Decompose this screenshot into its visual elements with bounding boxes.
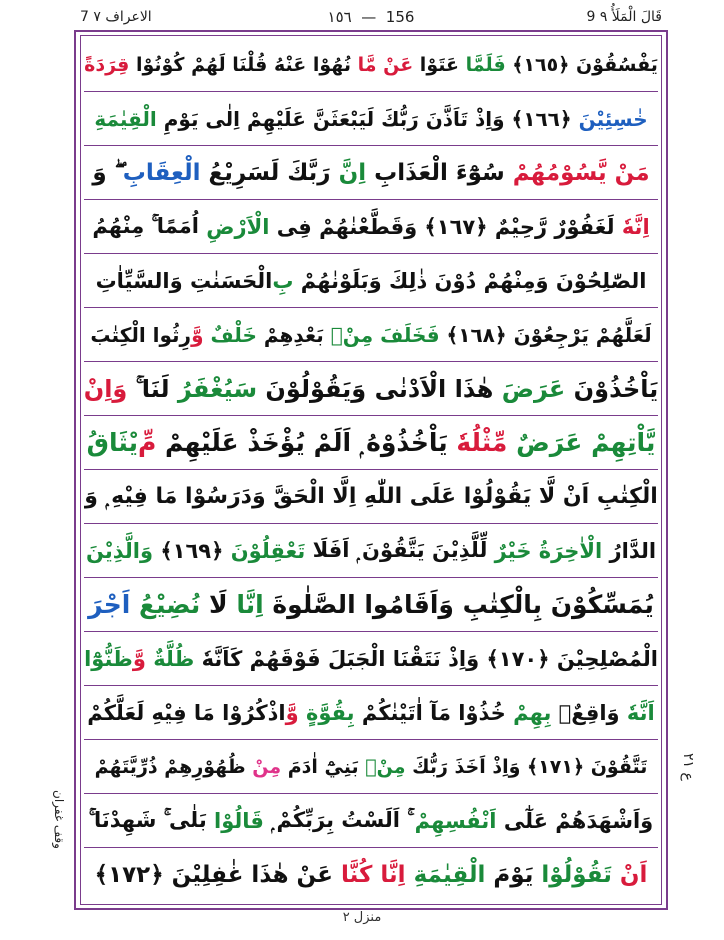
text-segment: ظُهُوْرِهِمْ xyxy=(157,755,246,778)
text-segment: عَرَضَ xyxy=(493,374,566,403)
text-segment: وَقَطَّعْنٰهُمْ فِى xyxy=(269,214,418,239)
text-segment: شَهِدْنَا ۚ xyxy=(88,808,157,832)
text-segment: رِثُوا الْكِتٰبَ xyxy=(90,322,192,347)
text-segment: مِنْۢ xyxy=(323,322,374,347)
text-segment: ظَنُّوْٓا xyxy=(84,646,133,671)
verse-line xyxy=(84,632,658,686)
verse-line xyxy=(84,254,658,308)
text-segment: ﴿١٦٩﴾ xyxy=(153,538,224,563)
text-segment: ﴿١٦٧﴾ xyxy=(417,214,488,239)
page-number-latin: 156 xyxy=(385,8,415,26)
text-segment: كُنَّا xyxy=(332,862,373,888)
text-segment: اِنَّا xyxy=(372,862,406,888)
text-segment: وَاِذْ تَاَذَّنَ رَبُّكَ لَيَبْعَثَنَّ xyxy=(305,106,505,131)
text-segment: الْقِيٰمَةِ xyxy=(94,106,157,131)
text-segment: اَجْرَ xyxy=(88,590,131,619)
verse-line xyxy=(84,470,658,524)
text-segment: خَلْفٌ xyxy=(203,322,257,347)
text-segment: نُضِيْعُ xyxy=(130,590,201,619)
text-segment: ذُرِّيَّتَهُمْ xyxy=(94,755,158,778)
text-segment: الْمُصْلِحِيْنَ xyxy=(549,646,658,671)
text-segment: بِالْكِتٰبِ xyxy=(453,590,543,619)
text-segment: قِرَدَةً xyxy=(84,53,130,76)
text-segment: عَتَوْا xyxy=(413,53,459,76)
text-segment: ﴿١٧١﴾ xyxy=(520,755,585,778)
verse-line xyxy=(84,524,658,578)
text-segment: تَقُوْلُوْا xyxy=(533,862,612,888)
text-segment: اَنَّهٗ xyxy=(619,700,655,725)
text-segment: خُذُوْا مَآ اٰتَيْنٰكُمْ xyxy=(354,700,506,725)
text-segment: يَوْمَ xyxy=(485,862,534,888)
text-segment: مَنْ يَّسُوْمُهُمْ xyxy=(504,159,650,186)
text-segment: الصّٰلِحُوْنَ وَمِنْهُمْ دُوْنَ ذٰلِكَ xyxy=(381,268,647,293)
text-segment: مِّثْلُهٗ xyxy=(447,428,508,457)
text-segment: لِّلَّذِيْنَ يَتَّقُوْنَ ۭ اَفَلَا xyxy=(305,538,488,562)
text-segment: ۚ اَلَسْتُ بِرَبِّكُمْ ۭ xyxy=(263,808,408,832)
text-segment: الْاٰخِرَةُ xyxy=(531,538,603,563)
text-segment: تَعْقِلُوْنَ xyxy=(223,538,306,563)
verse-line xyxy=(84,308,658,362)
text-segment: يَاْخُذُوْهُ ۭ اَلَمْ يُؤْخَذْ xyxy=(238,427,448,457)
text-segment: خٰسِئِيْنَ xyxy=(571,106,648,131)
margin-note: وقف غفران xyxy=(52,790,66,849)
text-segment: يَاْخُذُوْنَ xyxy=(565,374,658,403)
text-segment: يَّاْتِهِمْ xyxy=(582,428,656,457)
text-segment: خَيْرٌ xyxy=(487,538,532,563)
text-segment: مِنْۢ xyxy=(358,755,406,778)
text-segment: ﴿١٦٥﴾ xyxy=(505,53,570,76)
text-segment: ظُلَّةٌ xyxy=(145,646,195,671)
quran-text-block xyxy=(84,38,658,902)
text-segment: اِنَّ xyxy=(330,159,367,186)
text-segment: عَنْ هٰذَا xyxy=(243,862,333,888)
text-segment: الْعِقَابِ xyxy=(114,159,201,186)
text-segment: ۖ وَ xyxy=(92,159,115,186)
verse-line xyxy=(84,578,658,632)
page-number-arabic: ١٥٦ xyxy=(327,8,352,26)
text-segment: وَّ xyxy=(191,322,204,347)
text-segment: بَعْدِهِمْ xyxy=(256,322,324,347)
verse-line xyxy=(84,848,658,902)
text-segment: بَنِيْٓ اٰدَمَ xyxy=(281,755,359,778)
text-segment: وَاقِعٌۢ xyxy=(551,700,620,725)
juz-label: 7 الاعراف ٧ xyxy=(80,9,152,25)
text-segment: مِنْ xyxy=(245,755,282,778)
verse-line xyxy=(84,200,658,254)
text-segment: الْاَرْضِ xyxy=(198,214,270,239)
manzil-footer: منزل ٢ xyxy=(342,910,382,925)
text-segment: وَبَلَوْنٰهُمْ xyxy=(293,268,382,293)
text-segment: بِقُوَّةٍ xyxy=(298,700,355,725)
verse-line xyxy=(84,92,658,146)
text-segment: عَرَضٌ xyxy=(507,428,583,457)
text-segment: لَغَفُوْرٌ رَّحِيْمٌ xyxy=(487,214,615,239)
surah-label: 9 قَالَ الْمَلَأُ ٩ xyxy=(586,9,662,25)
text-segment: سَيُغْفَرُ xyxy=(169,374,258,403)
text-segment: نُهُوْا عَنْهُ xyxy=(267,53,351,76)
text-segment: قُلْنَا لَهُمْ كُوْنُوْا xyxy=(129,53,268,76)
verse-line xyxy=(84,740,658,794)
text-segment: اِنَّهٗ xyxy=(614,214,650,239)
verse-line xyxy=(84,362,658,416)
text-segment: هٰذَا الْاَدْنٰى وَيَقُوْلُوْنَ xyxy=(257,374,494,403)
text-segment: يَفْسُقُوْنَ xyxy=(569,53,658,76)
text-segment: وَالَّذِيْنَ xyxy=(85,538,154,563)
page-header xyxy=(80,6,662,28)
text-segment: الْقِيٰمَةِ xyxy=(405,862,486,888)
text-segment: مِّ xyxy=(138,428,157,457)
text-segment: وَاِذْ نَتَقْنَا الْجَبَلَ فَوْقَهُمْ كَاَنَّهٗ xyxy=(194,646,480,671)
text-segment: عَلَيْهِمْ xyxy=(156,428,239,457)
text-segment: لَا xyxy=(200,590,228,619)
verse-line xyxy=(84,38,658,92)
text-segment: وَاَقَامُوا الصَّلٰوةَ xyxy=(263,590,454,619)
text-segment: الْحَسَنٰتِ وَالسَّيِّاٰتِ xyxy=(95,268,273,293)
text-segment: وَّ xyxy=(132,646,146,671)
text-segment: اِنَّا xyxy=(227,590,264,619)
text-segment: وَاِنْ xyxy=(84,374,128,403)
text-segment: عَلَيْهِمْ اِلٰى يَوْمِ xyxy=(156,106,306,131)
text-segment: فَخَلَفَ xyxy=(373,322,440,347)
text-segment: فَلَمَّا xyxy=(458,53,506,76)
text-segment: اَنْ xyxy=(611,862,648,888)
text-segment: وَّ xyxy=(285,700,299,725)
text-segment: قَالُوْا xyxy=(206,808,264,833)
text-segment: غٰفِلِيْنَ xyxy=(163,862,244,888)
text-segment: اَنْفُسِهِمْ xyxy=(407,808,497,833)
text-segment: الْكِتٰبِ اَنْ لَّا يَقُوْلُوْا عَلَى اللّٰهِ اِلَّا الْحَقَّ وَدَرَسُوْا مَا فِيْهِ ۭ وَ xyxy=(84,484,658,509)
text-segment: لَعَلَّهُمْ يَرْجِعُوْنَ xyxy=(506,322,652,347)
verse-line xyxy=(84,146,658,200)
text-segment: يُمَسِّكُوْنَ xyxy=(542,590,654,619)
text-segment: وَاَشْهَدَهُمْ عَلٰٓى xyxy=(496,808,654,833)
text-segment: بَلٰى ۚ xyxy=(156,808,207,832)
page-number: ١٥٦ — 156 xyxy=(327,8,415,26)
text-segment: ﴿١٦٦﴾ xyxy=(504,106,572,131)
verse-line xyxy=(84,416,658,470)
verse-line xyxy=(84,794,658,848)
text-segment: الدَّارُ xyxy=(602,538,657,563)
text-segment: ﴿١٧٠﴾ xyxy=(479,646,550,671)
text-segment: بِ xyxy=(272,268,294,293)
text-segment: يْثَاقُ xyxy=(86,428,138,457)
text-segment: بِهِمْ xyxy=(505,700,552,725)
text-segment: اُمَمًا ۚ مِنْهُمُ xyxy=(92,214,199,238)
text-segment: رَبَّكَ لَسَرِيْعُ xyxy=(200,159,331,186)
verse-line xyxy=(84,686,658,740)
text-segment: عَنْ مَّا xyxy=(350,53,414,76)
ruku-marker: ع ٢١ xyxy=(680,753,696,781)
text-segment: تَتَّقُوْنَ xyxy=(584,755,648,778)
text-segment: لَنَا ۚ xyxy=(127,374,170,403)
text-segment: وَاِذْ اَخَذَ رَبُّكَ xyxy=(405,755,521,778)
text-segment: سُوْٓءَ الْعَذَابِ xyxy=(366,159,505,186)
text-segment: ﴿١٦٨﴾ xyxy=(439,322,507,347)
text-segment: اذْكُرُوْا مَا فِيْهِ لَعَلَّكُمْ xyxy=(87,700,286,725)
text-segment: ﴿١٧٢﴾ xyxy=(94,862,164,888)
